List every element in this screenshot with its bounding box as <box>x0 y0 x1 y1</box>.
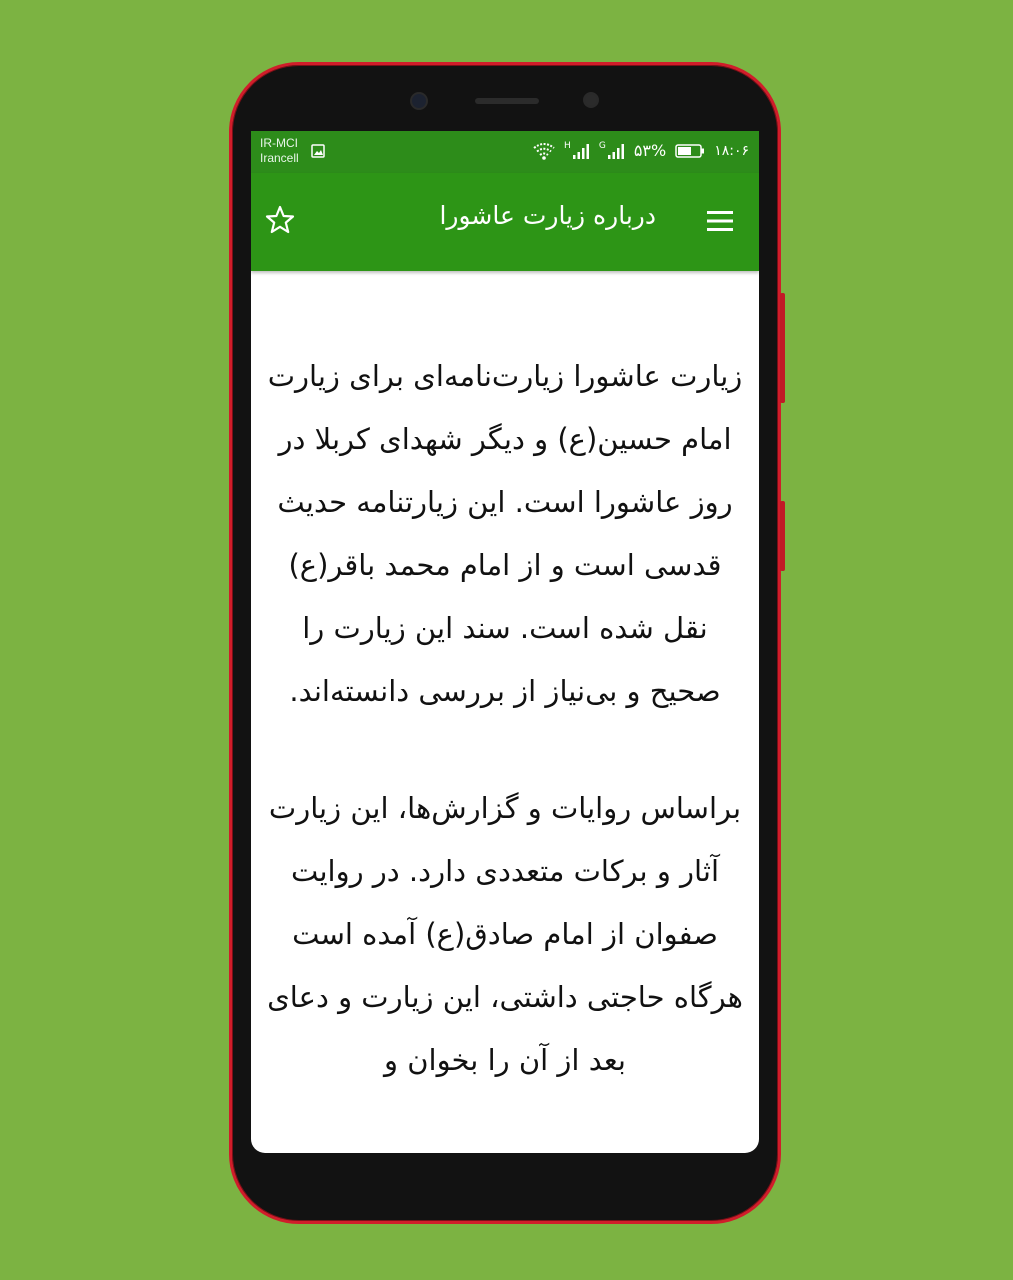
carrier-info <box>260 136 299 166</box>
network-type-sim1: H <box>564 140 571 151</box>
signal-icon <box>607 142 625 160</box>
signal-sim1 <box>564 142 590 160</box>
carrier-name-2: Irancell <box>260 151 299 165</box>
signal-icon <box>572 142 590 160</box>
status-bar <box>251 131 759 173</box>
carrier-name-1: IR-MCI <box>260 136 298 150</box>
hamburger-menu-icon[interactable] <box>707 209 733 233</box>
front-camera <box>412 94 426 108</box>
page-title: درباره زیارت عاشورا <box>439 201 656 230</box>
proximity-sensor <box>585 94 597 106</box>
article-content <box>251 271 759 1092</box>
battery-percent: ۵۳% <box>633 141 667 160</box>
screen <box>251 131 759 1153</box>
network-type-sim2: G <box>598 140 606 151</box>
phone-frame <box>229 62 781 1224</box>
power-button <box>780 501 785 571</box>
earpiece-speaker <box>475 98 539 104</box>
gallery-notification-icon <box>311 144 325 158</box>
paragraph-1: زیارت عاشورا زیارت‌نامه‌ای برای زیارت امام حسین(ع) و دیگر شهدای کربلا در روز عاشورا است. این زیارتنامه حدیث قدسی است و از امام محمد باقر(ع) نقل شده است. سند این زیارت را صحیح و بی‌نیاز از بررسی دانسته‌اند. <box>267 359 743 708</box>
app-bar <box>251 173 759 271</box>
wifi-icon <box>533 142 555 160</box>
battery-icon <box>675 143 705 159</box>
signal-sim2 <box>599 142 625 160</box>
paragraph-2: براساس روایات و گزارش‌ها، این زیارت آثار و برکات متعددی دارد. در روایت صفوان از امام صادق(ع) آمده است هرگاه حاجتی داشتی، این زیارت و دعای بعد از آن را بخوان و <box>267 791 743 1077</box>
clock: ۱۸:۰۶ <box>714 142 749 159</box>
status-icons <box>533 141 749 160</box>
star-outline-icon[interactable] <box>265 205 295 235</box>
volume-button <box>780 293 785 403</box>
